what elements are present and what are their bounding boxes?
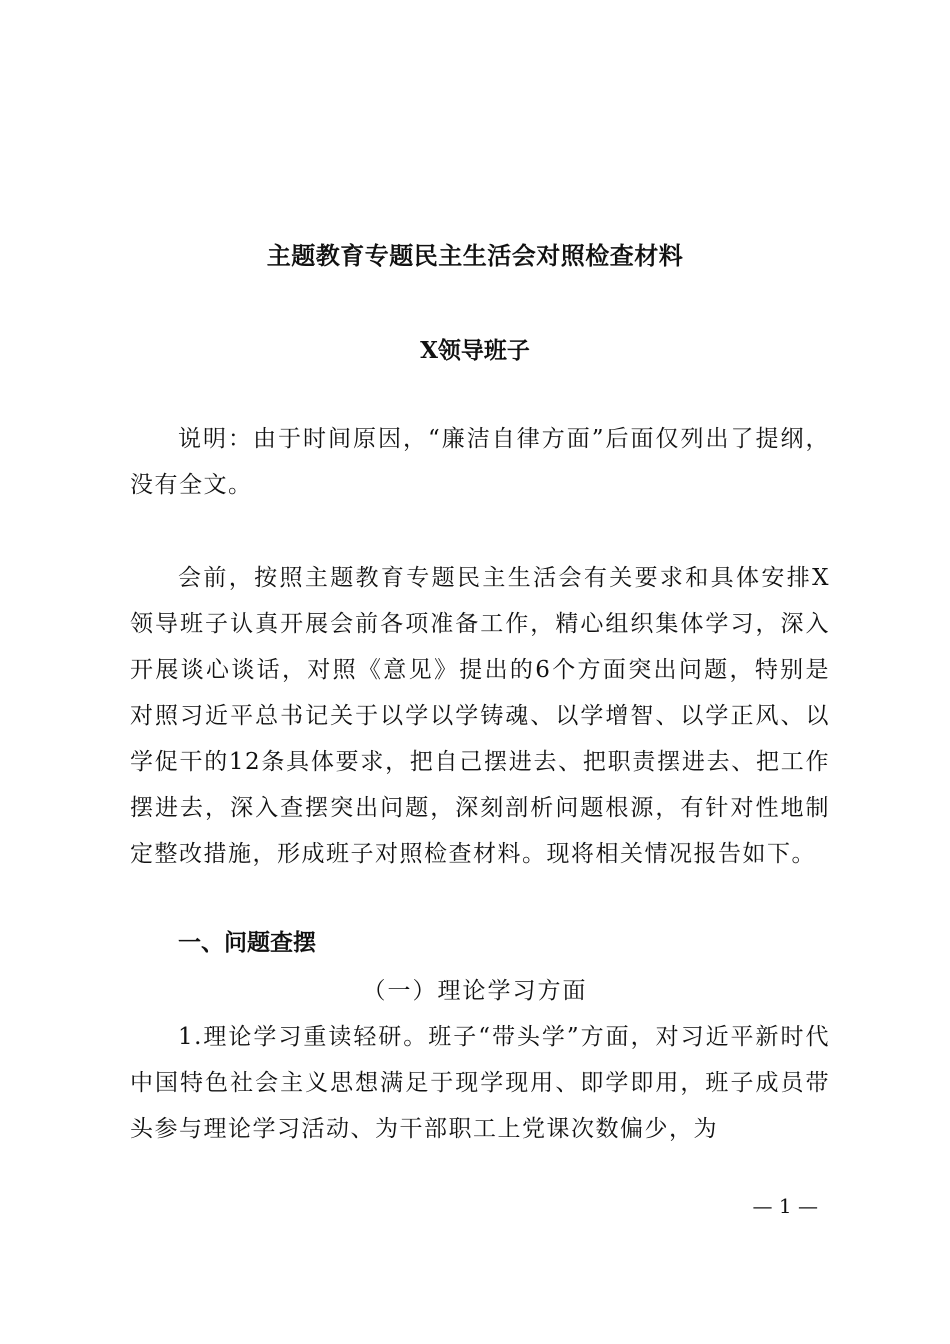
- note-paragraph: 说明：由于时间原因，“廉洁自律方面”后面仅列出了提纲，没有全文。: [130, 426, 830, 498]
- item-paragraph: 1.理论学习重读轻研。班子“带头学”方面，对习近平新时代中国特色社会主义思想满足于现学现用、即学即用，班子成员带头参与理论学习活动、为干部职工上党课次数偏少，为: [130, 1024, 830, 1142]
- subsection-heading: （一）理论学习方面: [362, 978, 588, 1004]
- document-title: 主题教育专题民主生活会对照检查材料: [266, 241, 684, 270]
- section-heading: 一、问题查摆: [178, 930, 316, 956]
- document-subtitle: X领导班子: [420, 337, 530, 364]
- intro-paragraph: 会前，按照主题教育专题民主生活会有关要求和具体安排X领导班子认真开展会前各项准备工作，精心组织集体学习，深入开展谈心谈话，对照《意见》提出的6个方面突出问题，特别是对照习近平总书记关于以学以学铸魂、以学增智、以学正风、以学促干的12条具体要求，把自己摆进去、把职责摆进去、把工作摆进去，深入查摆突出问题，深刻剖析问题根源，有针对性地制定整改措施，形成班子对照检查材料。现将相关情况报告如下。: [130, 565, 830, 867]
- page-number: — 1 —: [752, 1194, 818, 1218]
